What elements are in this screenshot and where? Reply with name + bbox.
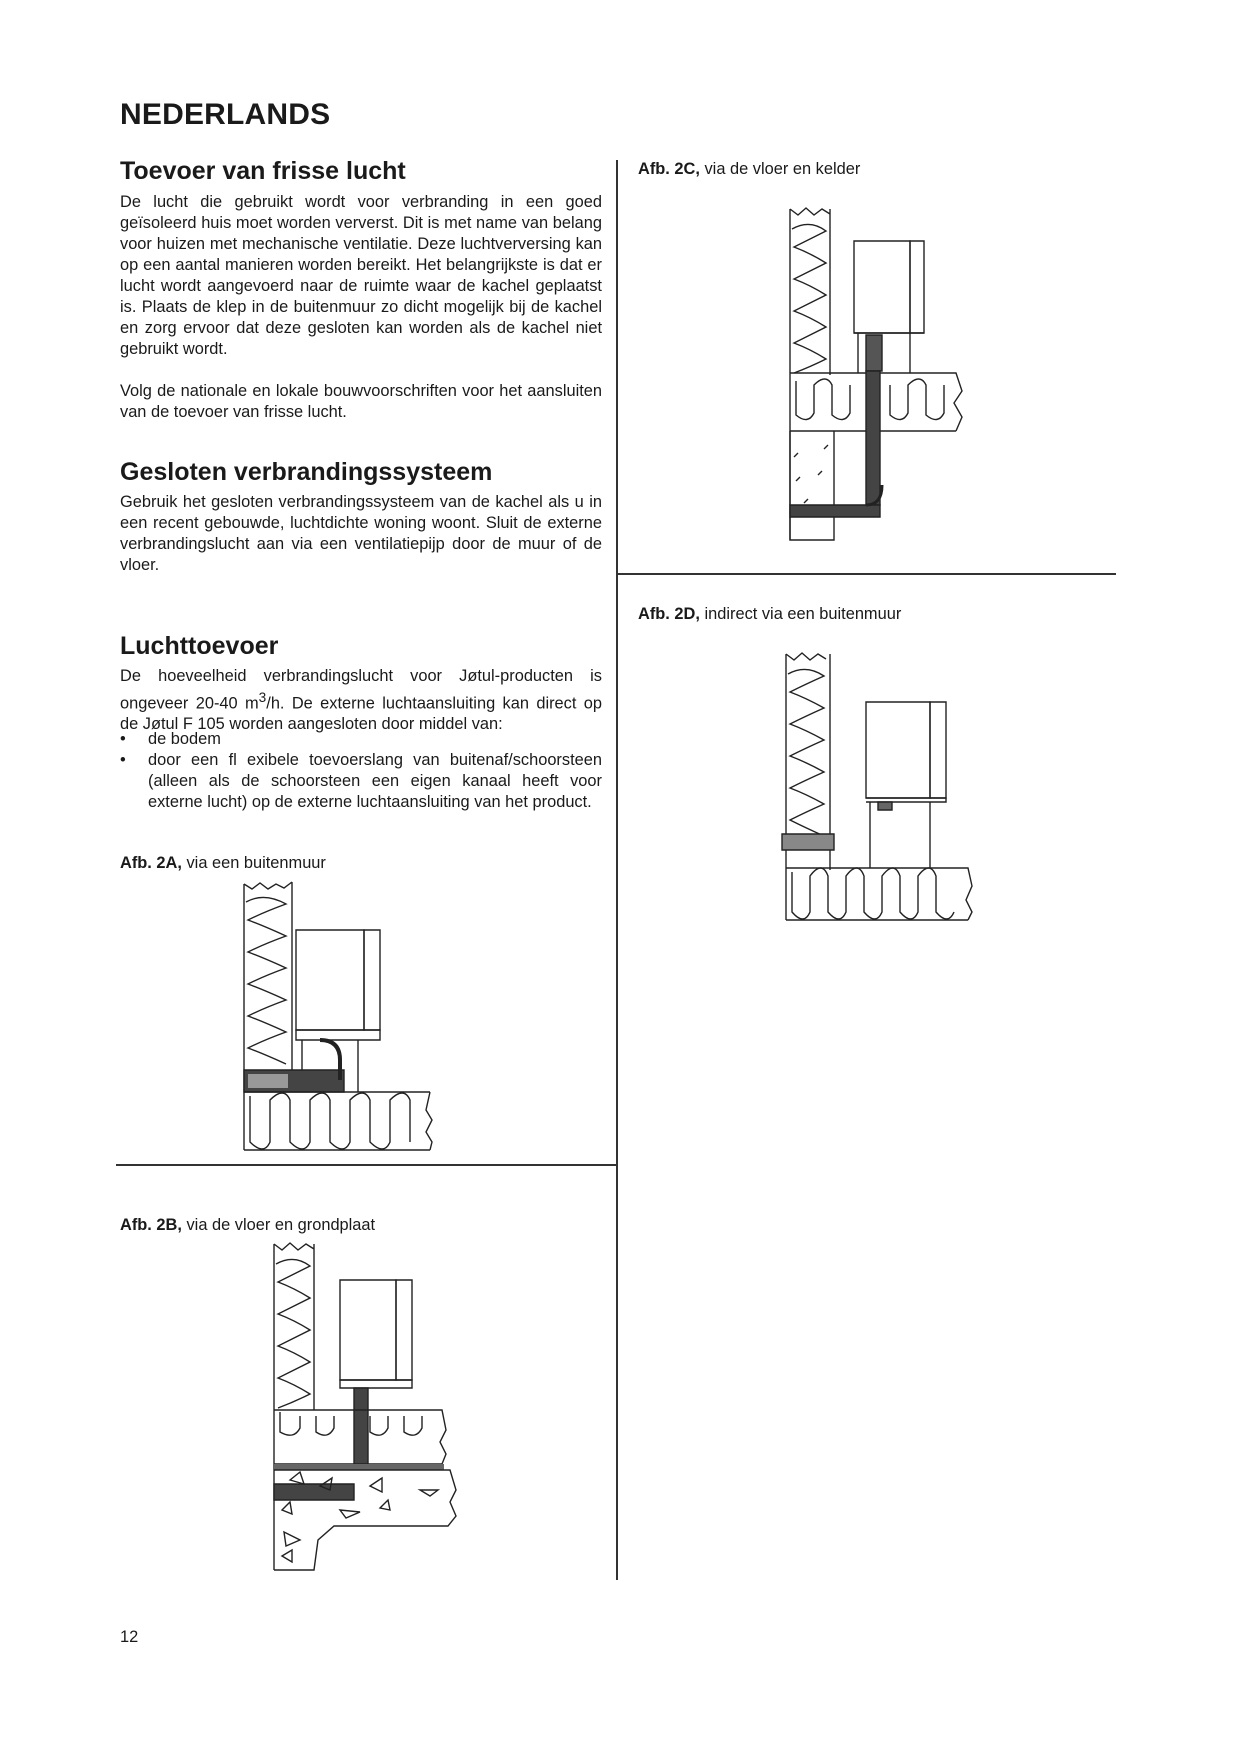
page-number: 12 [120, 1628, 139, 1646]
air-supply-paragraph [120, 666, 602, 735]
section-title-air-supply: Luchttoevoer [120, 632, 279, 660]
air-supply-text-a: De hoeveelheid verbrandingslucht voor Jøtul-producten is ongeveer 20-40 m [120, 667, 602, 713]
figure-2d-drawing [778, 650, 978, 925]
bullet-item-floor: • de bodem [120, 729, 602, 750]
bullet-item-flexible-hose: • door een ﬂ exibele toevoerslang van buitenaf/schoorsteen (alleen als de schoorsteen een eigen kanaal heeft voor externe lucht) op de externe luchtaansluiting van het product. [120, 750, 602, 813]
closed-system-paragraph: Gebruik het gesloten verbrandingssysteem van de kachel als u in een recent gebouwde, luchtdichte woning woont. Sluit de externe verbrandingslucht aan via een ventilatiepijp door de muur of de vloer. [120, 493, 602, 574]
language-heading: NEDERLANDS [120, 98, 331, 131]
section-title-closed-system: Gesloten verbrandingssysteem [120, 458, 493, 486]
figure-2b-text: via de vloer en grondplaat [181, 1216, 376, 1234]
figure-2a-label: Afb. 2A, [120, 854, 182, 872]
figure-2a-text: via een buitenmuur [181, 854, 326, 872]
figure-2d-text: indirect via een buitenmuur [699, 605, 902, 623]
divider-right [616, 573, 1116, 575]
figure-2c-caption [638, 160, 860, 179]
figure-2d-caption [638, 605, 901, 624]
figure-2c-drawing [786, 205, 976, 545]
section-title-fresh-air: Toevoer van frisse lucht [120, 157, 406, 185]
air-supply-bullet-list [120, 729, 602, 813]
air-supply-text-b: /h. De externe luchtaansluiting kan direct op de Jøtul F 105 worden aangesloten door middel van: [120, 694, 603, 734]
fresh-air-paragraph-2: Volg de nationale en lokale bouwvoorschriften voor het aansluiten van de toevoer van frisse lucht. [120, 382, 602, 421]
figure-2b-caption [120, 1216, 375, 1235]
figure-2a-drawing [240, 880, 480, 1155]
divider-left [116, 1164, 618, 1166]
figure-2c-label: Afb. 2C, [638, 160, 700, 178]
fresh-air-paragraph-1: De lucht die gebruikt wordt voor verbranding in een goed geïsoleerd huis moet worden ververst. Dit is met name van belang voor huizen met mechanische ventilatie. Deze luchtverversing kan op een aantal manieren worden bereikt. Het belangrijkste is dat er lucht wordt aangevoerd naar de ruimte waar de kachel geplaatst is. Plaats de klep in de buitenmuur zo dicht mogelijk bij de kachel en zorg ervoor dat deze gesloten kan worden als de kachel niet gebruikt wordt. [120, 193, 602, 358]
column-divider [616, 160, 618, 1580]
figure-2c-text: via de vloer en kelder [699, 160, 861, 178]
figure-2d-label: Afb. 2D, [638, 605, 700, 623]
figure-2b-drawing [270, 1240, 460, 1580]
cubic-superscript: 3 [258, 690, 267, 705]
figure-2b-label: Afb. 2B, [120, 1216, 182, 1234]
figure-2a-caption [120, 854, 326, 873]
